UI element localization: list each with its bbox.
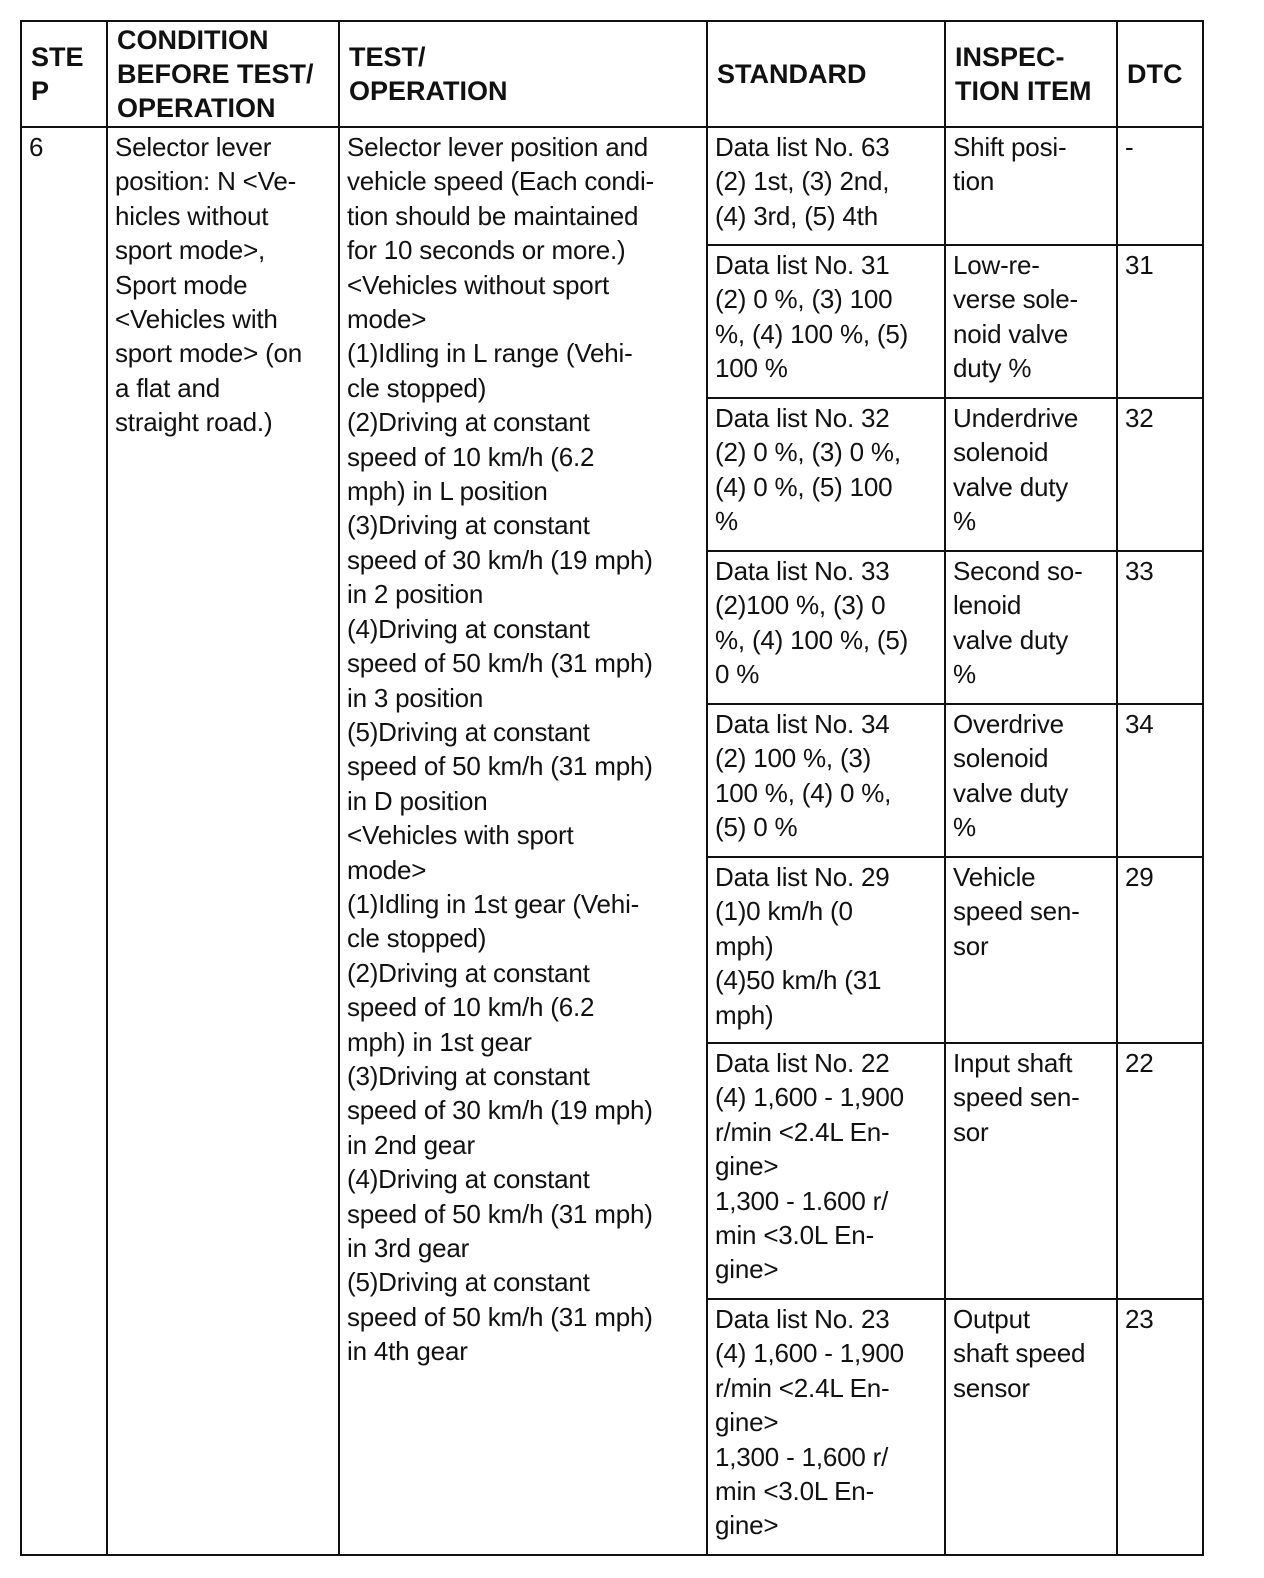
inspection-table [20, 20, 1204, 1556]
inspection-procedure-sheet [20, 20, 1202, 1556]
test-operation-cell: Selector lever position and vehicle speed (Each condi- tion should be maintained for 10 seconds or more.) <Vehicles without sport mode> (1)Idling in L range (Vehi- cle stopped) (2)Driving at constant speed of 10 km/h (6.2 mph) in L position (3)Driving at constant speed of 30 km/h (19 mph) in 2 position (4)Driving at constant speed of 50 km/h (31 mph) in 3 position (5)Driving at constant speed of 50 km/h (31 mph) in D position <Vehicles with sport mode> (1)Idling in 1st gear (Vehi- cle stopped) (2)Driving at constant speed of 10 km/h (6.2 mph) in 1st gear (3)Driving at constant speed of 30 km/h (19 mph) in 2nd gear (4)Driving at constant speed of 50 km/h (31 mph) in 3rd gear (5)Driving at constant speed of 50 km/h (31 mph) in 4th gear [339, 127, 707, 1555]
standard-cell: Data list No. 23 (4) 1,600 - 1,900 r/min <2.4L En- gine> 1,300 - 1,600 r/ min <3.0L En- gine> [707, 1299, 945, 1555]
standard-cell: Data list No. 22 (4) 1,600 - 1,900 r/min <2.4L En- gine> 1,300 - 1.600 r/ min <3.0L En- gine> [707, 1043, 945, 1299]
inspection-item-cell: Overdrive solenoid valve duty % [945, 704, 1117, 857]
inspection-item-cell: Low-re- verse sole- noid valve duty % [945, 245, 1117, 398]
dtc-cell: 23 [1117, 1299, 1203, 1555]
header-dtc: DTC [1117, 21, 1203, 127]
header-row [21, 21, 1203, 127]
dtc-cell: 22 [1117, 1043, 1203, 1299]
condition-cell: Selector lever position: N <Ve- hicles without sport mode>, Sport mode <Vehicles with sport mode> (on a flat and straight road.) [107, 127, 339, 1555]
dtc-cell: 29 [1117, 857, 1203, 1043]
standard-cell: Data list No. 29 (1)0 km/h (0 mph) (4)50 km/h (31 mph) [707, 857, 945, 1043]
header-condition: CONDITION BEFORE TEST/ OPERATION [107, 21, 339, 127]
inspection-item-cell: Output shaft speed sensor [945, 1299, 1117, 1555]
standard-cell: Data list No. 33 (2)100 %, (3) 0 %, (4) 100 %, (5) 0 % [707, 551, 945, 704]
standard-cell: Data list No. 34 (2) 100 %, (3) 100 %, (4) 0 %, (5) 0 % [707, 704, 945, 857]
header-step: STE P [21, 21, 107, 127]
inspection-item-cell: Second so- lenoid valve duty % [945, 551, 1117, 704]
header-test-operation: TEST/ OPERATION [339, 21, 707, 127]
step-number: 6 [21, 127, 107, 1555]
table-row [21, 127, 1203, 245]
standard-cell: Data list No. 63 (2) 1st, (3) 2nd, (4) 3rd, (5) 4th [707, 127, 945, 245]
dtc-cell: 34 [1117, 704, 1203, 857]
dtc-cell: 33 [1117, 551, 1203, 704]
dtc-cell: 32 [1117, 398, 1203, 551]
dtc-cell: - [1117, 127, 1203, 245]
standard-cell: Data list No. 31 (2) 0 %, (3) 100 %, (4) 100 %, (5) 100 % [707, 245, 945, 398]
inspection-item-cell: Underdrive solenoid valve duty % [945, 398, 1117, 551]
inspection-item-cell: Shift posi- tion [945, 127, 1117, 245]
header-inspection-item: INSPEC- TION ITEM [945, 21, 1117, 127]
inspection-item-cell: Input shaft speed sen- sor [945, 1043, 1117, 1299]
inspection-item-cell: Vehicle speed sen- sor [945, 857, 1117, 1043]
dtc-cell: 31 [1117, 245, 1203, 398]
header-standard: STANDARD [707, 21, 945, 127]
standard-cell: Data list No. 32 (2) 0 %, (3) 0 %, (4) 0 %, (5) 100 % [707, 398, 945, 551]
